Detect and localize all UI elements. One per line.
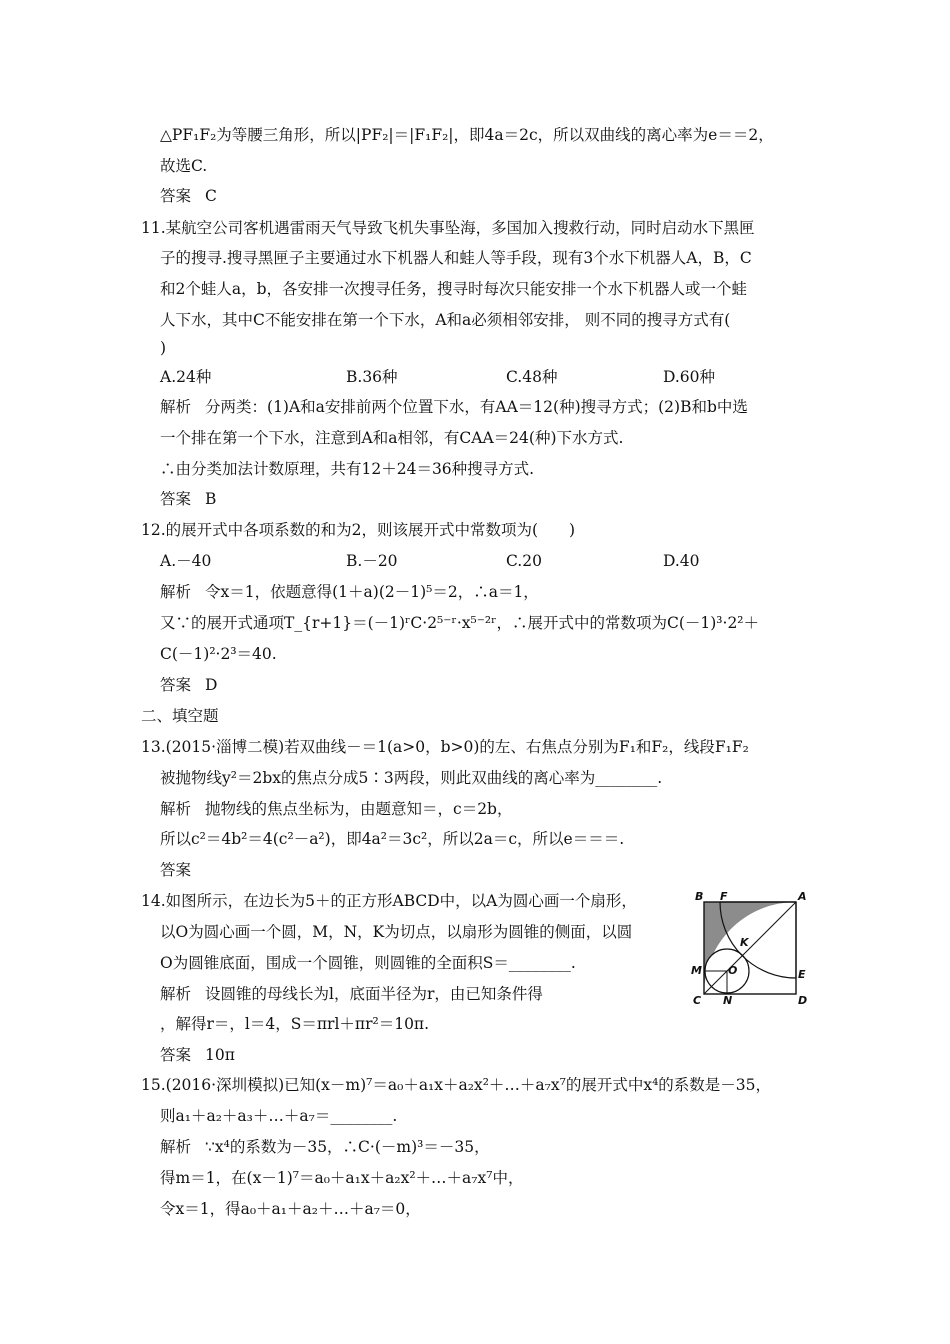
option-d: D.60种 — [663, 368, 716, 386]
solution-label: 解析 — [160, 985, 192, 1003]
question-12: 12.的展开式中各项系数的和为2，则该展开式中常数项为( ) — [141, 521, 576, 539]
text-line: 得m＝1，在(x－1)⁷＝a₀＋a₁x＋a₂x²＋…＋a₇x⁷中， — [160, 1169, 524, 1187]
text-line: 被抛物线y²＝2bx的焦点分成5∶3两段，则此双曲线的离心率为________. — [160, 769, 663, 787]
question-13: 13.(2015·淄博二模)若双曲线－＝1(a>0，b>0)的左、右焦点分别为F₁和F₂，线段F₁F₂ — [141, 738, 749, 756]
section-heading: 二、填空题 — [141, 707, 219, 725]
option-a: A.－40 — [160, 552, 212, 570]
label-n: N — [723, 994, 733, 1006]
text-line: 一个排在第一个下水，注意到A和a相邻，有CAA＝24(种)下水方式. — [160, 429, 624, 447]
solution-text: 设圆锥的母线长为l，底面半径为r，由已知条件得 — [205, 985, 543, 1003]
solution-text: 分两类：(1)A和a安排前两个位置下水，有AA＝12(种)搜寻方式；(2)B和b中选 — [205, 398, 748, 416]
answer-label: 答案 — [160, 861, 192, 879]
text-line: 又∵的展开式通项T_{r+1}＝(－1)ʳC·2⁵⁻ʳ·x⁵⁻²ʳ，∴展开式中的常数项为C(－1)³·2²＋ — [160, 614, 760, 632]
text-line: ) — [160, 339, 167, 357]
text-line: 所以c²＝4b²＝4(c²－a²)，即4a²＝3c²，所以2a＝c，所以e＝＝＝. — [160, 830, 625, 848]
label-o: O — [728, 964, 738, 977]
solution-line — [160, 799, 512, 819]
label-d: D — [798, 994, 808, 1006]
answer-value: 10π — [205, 1046, 235, 1064]
solution-line — [160, 984, 543, 1004]
answer-label: 答案 — [160, 187, 192, 205]
solution-label: 解析 — [160, 398, 192, 416]
question-15: 15.(2016·深圳模拟)已知(x－m)⁷＝a₀＋a₁x＋a₂x²＋…＋a₇x⁷的展开式中x⁴的系数是－35， — [141, 1076, 772, 1094]
option-d: D.40 — [663, 552, 700, 570]
answer-value: B — [205, 490, 217, 508]
label-c: C — [693, 994, 702, 1006]
solution-text: 令x＝1，依题意得(1＋a)(2－1)⁵＝2，∴a＝1， — [205, 583, 539, 601]
text-line: ∴由分类加法计数原理，共有12＋24＝36种搜寻方式. — [160, 460, 535, 478]
solution-text: ∵x⁴的系数为－35，∴C·(－m)³＝－35， — [205, 1138, 490, 1156]
answer-label: 答案 — [160, 676, 192, 694]
square-sector-figure — [690, 888, 812, 1006]
text-line: 以O为圆心画一个圆，M，N，K为切点，以扇形为圆锥的侧面，以圆 — [160, 923, 633, 941]
question-14: 14.如图所示，在边长为5＋的正方形ABCD中，以A为圆心画一个扇形， — [141, 892, 637, 910]
solution-text: 抛物线的焦点坐标为，由题意知＝，c＝2b， — [205, 800, 513, 818]
option-b: B.36种 — [346, 368, 398, 386]
answer-line — [160, 186, 217, 206]
text-line: 令x＝1，得a₀＋a₁＋a₂＋…＋a₇＝0， — [160, 1200, 421, 1218]
text-line: ，解得r＝，l＝4，S＝πrl＋πr²＝10π. — [160, 1015, 430, 1033]
solution-line — [160, 397, 748, 417]
answer-line — [160, 489, 216, 509]
answer-line — [160, 1045, 235, 1065]
option-c: C.48种 — [506, 368, 558, 386]
label-e: E — [798, 968, 806, 981]
option-a: A.24种 — [160, 368, 212, 386]
solution-label: 解析 — [160, 583, 192, 601]
text-line: O为圆锥底面，围成一个圆锥，则圆锥的全面积S＝________. — [160, 954, 576, 972]
answer-label: 答案 — [160, 490, 192, 508]
geometry-diagram — [690, 888, 812, 1006]
solution-label: 解析 — [160, 1138, 192, 1156]
text-line: C(－1)²·2³＝40. — [160, 645, 277, 663]
option-b: B.－20 — [346, 552, 398, 570]
label-f: F — [720, 890, 728, 903]
label-b: B — [695, 890, 704, 903]
label-k: K — [740, 936, 749, 949]
label-m: M — [691, 964, 702, 977]
text-line: 和2个蛙人a，b，各安排一次搜寻任务，搜寻时每次只能安排一个水下机器人或一个蛙 — [160, 280, 748, 298]
answer-line — [160, 860, 205, 880]
option-c: C.20 — [506, 552, 542, 570]
text-line: 则a₁＋a₂＋a₃＋…＋a₇＝________. — [160, 1107, 398, 1125]
text-line: 人下水，其中C不能安排在第一个下水，A和a必须相邻安排， 则不同的搜寻方式有( — [160, 311, 731, 329]
solution-line — [160, 1137, 490, 1157]
options-row — [160, 367, 760, 387]
label-a: A — [798, 890, 807, 903]
solution-line — [160, 582, 539, 602]
text-line: 故选C. — [160, 157, 208, 175]
options-row — [160, 551, 760, 571]
answer-value: D — [205, 676, 218, 694]
text-line: 子的搜寻.搜寻黑匣子主要通过水下机器人和蛙人等手段，现有3个水下机器人A，B，C — [160, 249, 752, 267]
text-line: △PF₁F₂为等腰三角形，所以|PF₂|＝|F₁F₂|，即4a＝2c，所以双曲线的离心率为e＝＝2， — [160, 126, 774, 144]
answer-label: 答案 — [160, 1046, 192, 1064]
answer-value: C — [205, 187, 217, 205]
answer-line — [160, 675, 217, 695]
solution-label: 解析 — [160, 800, 192, 818]
question-11: 11.某航空公司客机遇雷雨天气导致飞机失事坠海，多国加入搜救行动，同时启动水下黑匣 — [141, 219, 755, 237]
